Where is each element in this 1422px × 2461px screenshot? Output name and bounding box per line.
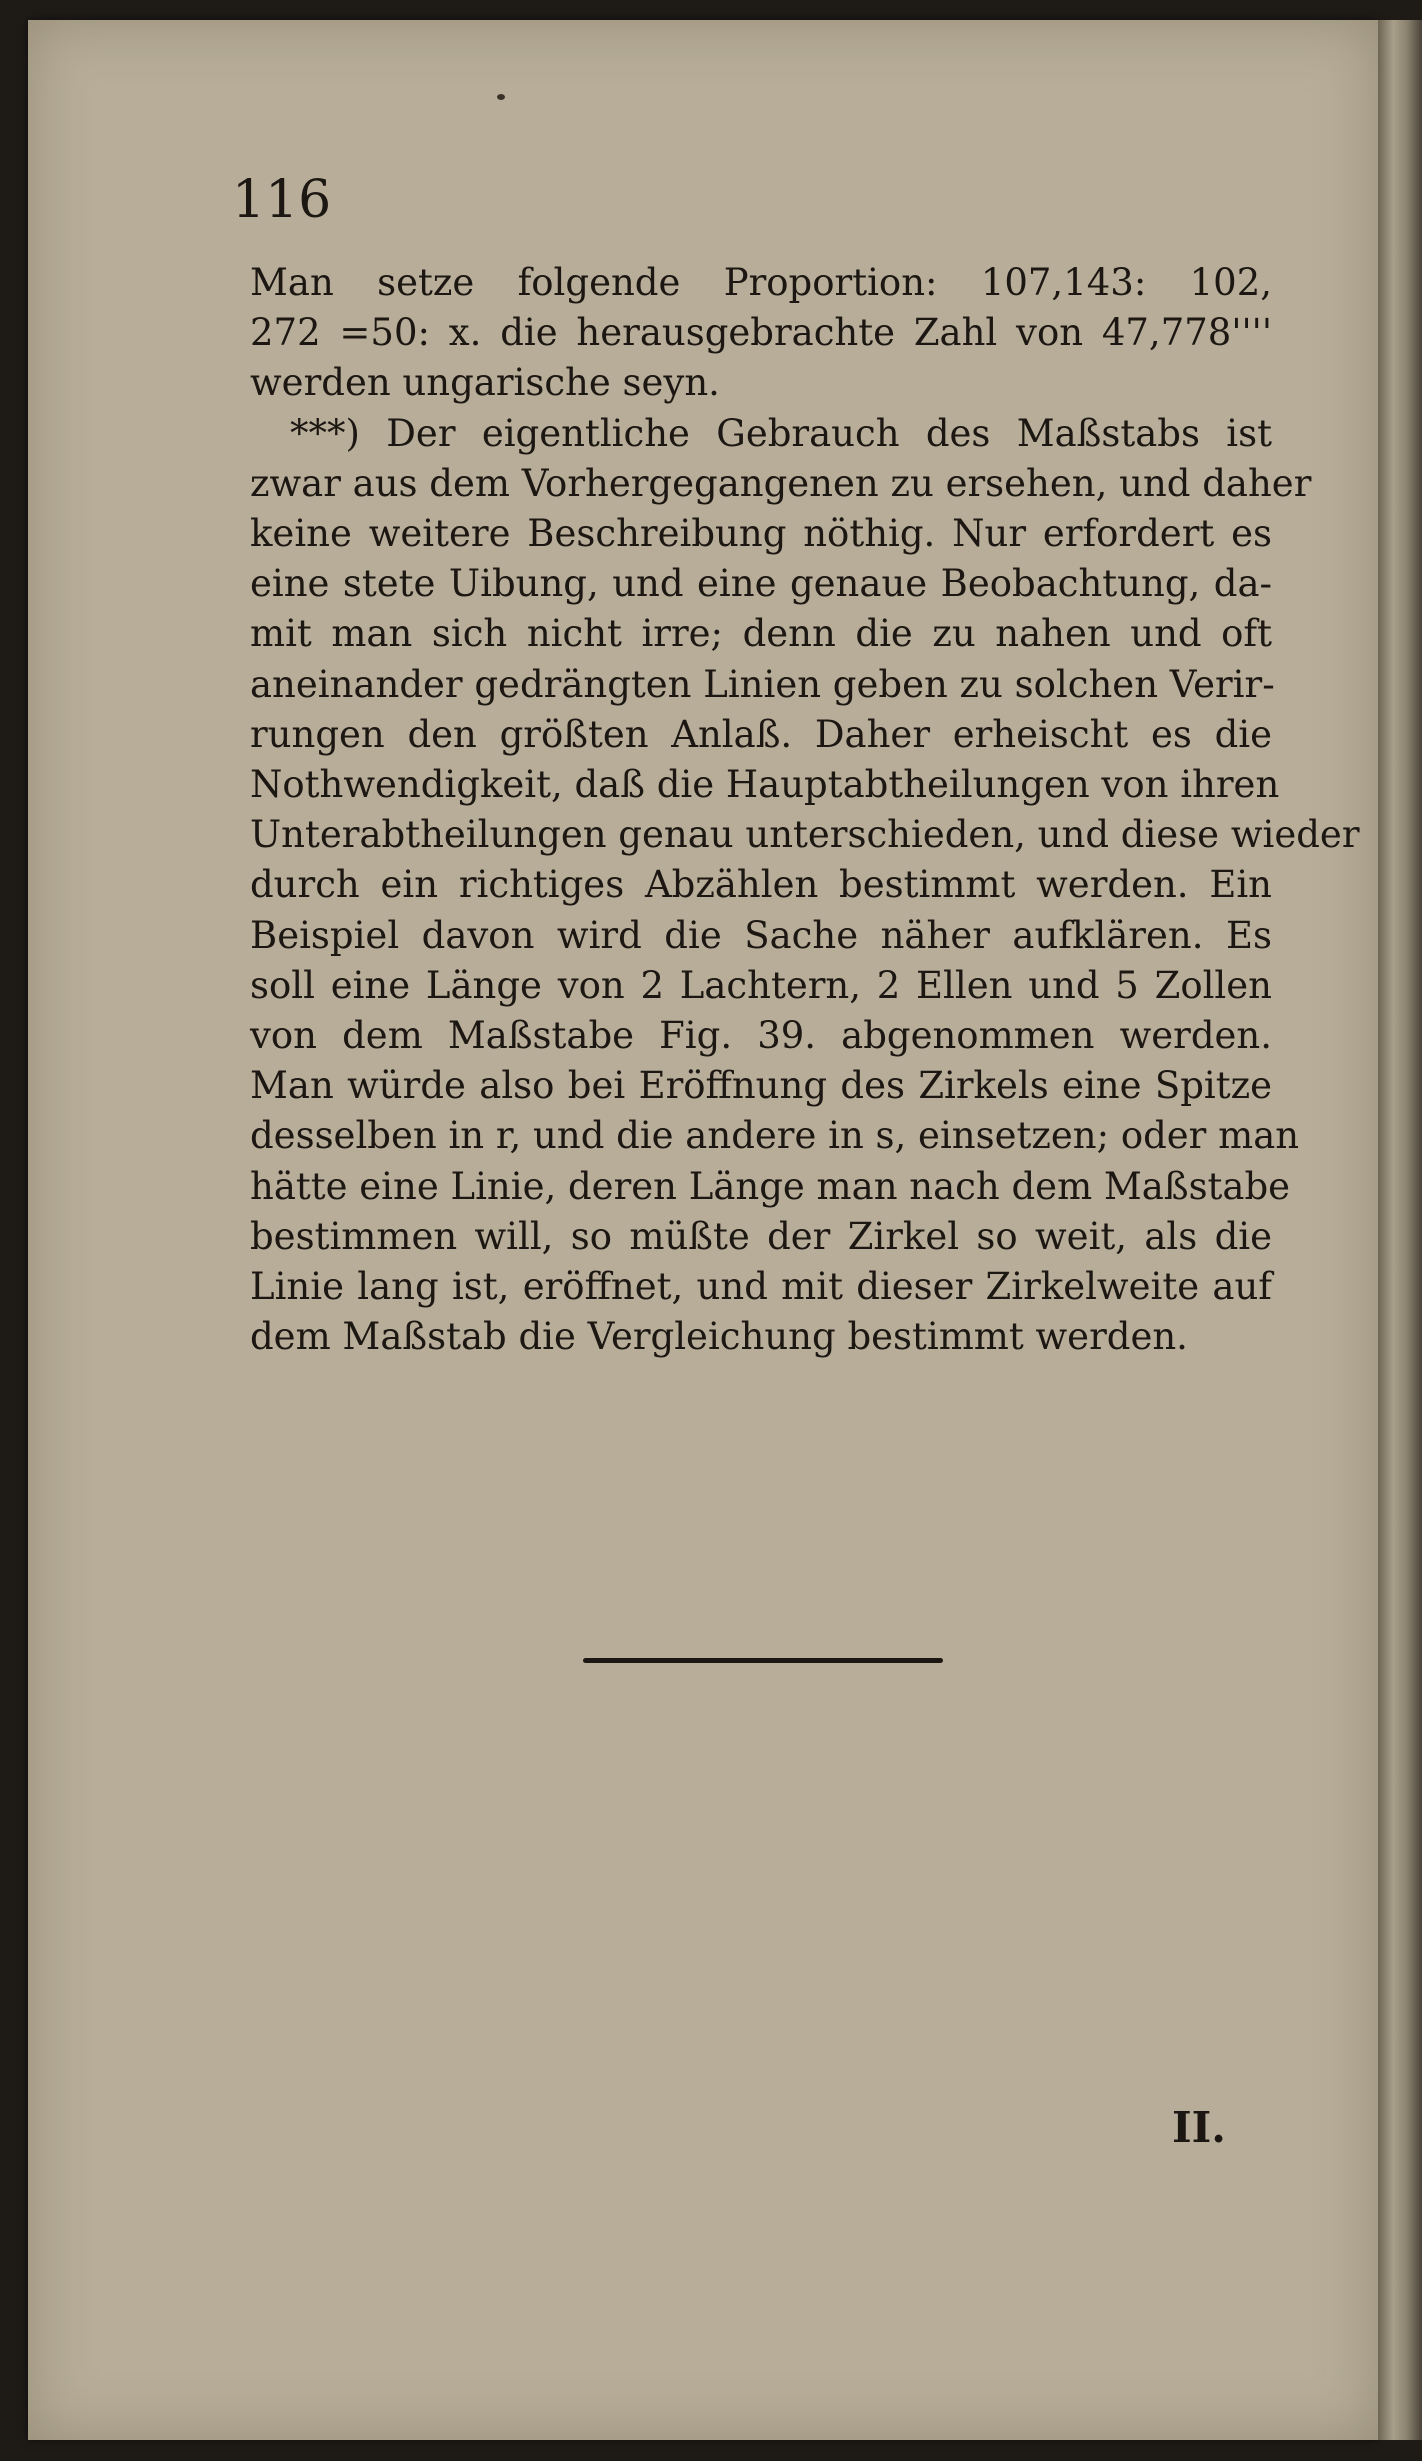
text-line: Man würde also bei Eröffnung des Zirkels eine Spitze (250, 1064, 1272, 1108)
text-line: dem Maßstab die Vergleichung bestimmt werden. (250, 1315, 1188, 1359)
text-line: von dem Maßstabe Fig. 39. abgenommen werden. (250, 1014, 1272, 1058)
page-edge (1378, 20, 1422, 2440)
text-line: durch ein richtiges Abzählen bestimmt werden. Ein (250, 863, 1272, 907)
text-line: Man setze folgende Proportion: 107,143: 102, (250, 261, 1272, 304)
text-line: 272 =50: x. die herausgebrachte Zahl von 47,778'''' (250, 311, 1272, 355)
footnote-line: ***) Der eigentliche Gebrauch des Maßstabs ist (290, 411, 1272, 455)
text-line: zwar aus dem Vorhergegangenen zu ersehen, und daher (250, 461, 1312, 505)
section-rule (583, 1658, 943, 1663)
text-line: desselben in r, und die andere in s, einsetzen; oder man (250, 1114, 1300, 1158)
ink-speck (497, 94, 505, 100)
page-body-text (250, 258, 1360, 1362)
text-line: Nothwendigkeit, daß die Hauptabtheilungen von ihren (250, 763, 1280, 807)
text-line: bestimmen will, so müßte der Zirkel so weit, als die (250, 1214, 1272, 1258)
text-line: werden ungarische seyn. (250, 361, 720, 405)
text-line: aneinander gedrängten Linien geben zu solchen Verir- (250, 662, 1275, 706)
text-line: keine weitere Beschreibung nöthig. Nur erfordert es (250, 512, 1272, 556)
text-line: Beispiel davon wird die Sache näher aufklären. Es (250, 913, 1272, 957)
catchword: II. (1172, 2103, 1226, 2152)
text-line: eine stete Uibung, und eine genaue Beobachtung, da- (250, 562, 1272, 606)
text-line: rungen den größten Anlaß. Daher erheischt es die (250, 712, 1272, 756)
text-line: mit man sich nicht irre; denn die zu nahen und oft (250, 612, 1272, 656)
text-line: hätte eine Linie, deren Länge man nach dem Maßstabe (250, 1164, 1291, 1208)
text-line: Unterabtheilungen genau unterschieden, und diese wieder (250, 813, 1360, 857)
page-number: 116 (232, 170, 332, 230)
text-line: Linie lang ist, eröffnet, und mit dieser Zirkelweite auf (250, 1265, 1272, 1309)
text-line: soll eine Länge von 2 Lachtern, 2 Ellen und 5 Zollen (250, 963, 1272, 1007)
